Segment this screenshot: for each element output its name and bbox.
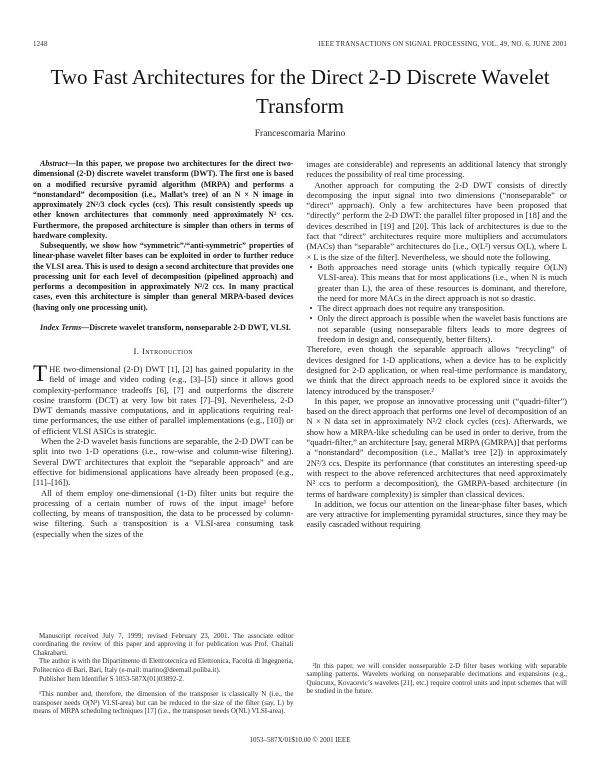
index-terms-label: Index Terms— (40, 322, 90, 332)
footnote-affiliation: The author is with the Dipartimento di Elettrotecnica ed Elettronica, Facoltà di Ingegneria, Politecnico di Bari, Bari, Italy (e-mail: marino@deemail.poliba.it). (33, 657, 294, 675)
abstract-paragraph (33, 159, 294, 241)
intro-text: HE two-dimensional (2-D) DWT [1], [2] has gained popularity in the field of image and video coding (e.g., [3]–[5]) since it allows good complexity-performance tradeoffs [6], [7] and outperforms the discrete cosine transform (DCT) at very low bit rates [7]–[9]. Nevertheless, 2-D DWT demands massive computations, and in applications requiring real-time performances, the use either of parallel implementations (e.g., [10]) or of efficient VLSI ASICs is strategic. (33, 364, 294, 436)
footnote-1: ¹This number and, therefore, the dimension of the transposer is classically N (i.e., the transposer needs O(N²) VLSI-area) but can be reduced to the size of the filter (say, L) by means of MRPA scheduling techniques [17] (i.e., the transposer needs O(NL) VLSI-area). (33, 690, 294, 716)
body-paragraph: Therefore, even though the separable approach allows “recycling” of devices designed for 1-D applications, when a device has to be explicitly designed for 2-D application, or when real-time performance is mandatory, we think that the direct approach needs to be explored since it avoids the latency introduced by the transposer.² (306, 344, 567, 396)
body-paragraph: In this paper, we propose an innovative processing unit (“quadri-filter”) based on the direct approach that performs one level of decomposition of an N × N data set in approximately N²/2 clock cycles (ccs). Afterwards, we show how a MRPA-like scheduling can be used in order to derive, from the “quadri-filter,” an architecture [say, general MRPA (GMRPA)] that performs a “nonstandard” decomposition (i.e., Mallat’s tree [2]) in approximately 2N²/3 ccs. Despite its performance (that constitutes an interesting speed-up with respect to the above referenced architectures that need approximately N² ccs to perform a decomposition), the GMRPA-based architecture (in terms of hardware complexity) is simpler than classical devices. (306, 395, 567, 499)
intro-paragraph (33, 361, 294, 436)
intro-paragraph: All of them employ one-dimensional (1-D) filter units but require the processing of a certain number of rows of the input image¹ before collecting, by means of transposition, the data to be processed by column-wise filtering. Such a transposition is a VLSI-area consuming task (especially when the sizes of the (33, 487, 294, 539)
index-terms-text: Discrete wavelet transform, nonseparable 2-D DWT, VLSI. (89, 322, 291, 332)
copyright-line: 1053–587X/01$10.00 © 2001 IEEE (249, 736, 351, 744)
abstract-text: In this paper, we propose two architectures for the direct two-dimensional (2-D) discrete wavelet transform (DWT). The first one is based on a modified recursive pyramid algorithm (MRPA) and performs a “nonstandard” decomposition (i.e., Mallat’s tree) of an N × N image in approximately 2N²/3 clock cycles (ccs). This result consistently speeds up other known architectures that commonly need approximately N² ccs. Furthermore, the proposed architecture is simpler than others in terms of hardware complexity. (33, 159, 294, 240)
body-paragraph: In addition, we focus our attention on the linear-phase filter bases, which are very attractive for implementing pyramidal structures, since they may be easily cascaded without requiring (306, 498, 567, 530)
footnote-block-right (307, 662, 568, 696)
footnote-publisher-id: Publisher Item Identifier S 1053-587X(01)03892-2. (39, 674, 184, 683)
section-heading-introduction: I. Introduction (133, 346, 194, 356)
right-column (307, 159, 568, 716)
bullet-item: • Only the direct approach is possible when the wavelet basis functions are not separable (using nonseparable filters leads to more degrees of freedom in design and, consequently, better filters). (309, 313, 568, 344)
running-head (33, 40, 567, 48)
drop-cap: T (33, 361, 48, 386)
intro-paragraph: When the 2-D wavelet basis functions are separable, the 2-D DWT can be split into two 1-D operations (i.e., row-wise and column-wise filtering). Several DWT architectures that exploit the “separable approach” and are effective for bidimensional applications have already been proposed (e.g., [11]–[16]). (33, 436, 294, 488)
author-name: Francescomaria Marino (254, 129, 346, 139)
footnote-block-left (33, 632, 294, 716)
bullet-item: • The direct approach does not require any transposition. (309, 303, 568, 313)
abstract-label: Abstract— (40, 159, 76, 168)
abstract-paragraph: Subsequently, we show how “symmetric”/“anti-symmetric” properties of linear-phase wavelet filter bases can be exploited in order to further reduce the VLSI area. This is used to design a second architecture that provides one processing unit for each level of decomposition (pipelined approach) and performs a decomposition in approximately N²/2 ccs. In many practical cases, even this architecture is simpler than general MRPA-based devices (having only one processing unit). (33, 241, 294, 312)
body-paragraph: Another approach for computing the 2-D DWT consists of directly decomposing the input signal into two dimensions (“nonseparable” or “direct” approach). Only a few architectures have been proposed that “directly” perform the 2-D DWT: the parallel filter proposed in [18] and the devices described in [19] and [20]. This lack of architectures is due to the fact that “direct” architectures require more multipliers and accumulators (MACs) than “separable” architectures do [i.e., O(L²) versus O(L), where L × L is the size of the filter]. Nevertheless, we should note the following. (306, 179, 567, 262)
body-paragraph: images are considerable) and represents an additional latency that strongly reduces the possibility of real time processing. (306, 159, 567, 180)
left-column (33, 159, 294, 716)
footnote-manuscript: Manuscript received July 7, 1999; revised February 23, 2001. The associate editor coordinating the review of this paper and approving it for publication was Prof. Chaitali Chakrabarti. (33, 631, 294, 657)
journal-header: IEEE TRANSACTIONS ON SIGNAL PROCESSING, VOL. 49, NO. 6, JUNE 2001 (318, 40, 567, 48)
bullet-item: • Both approaches need storage units (which typically require O(LN) VLSI-area). This means that for most applications (i.e., when N is much greater than L), the area of these resources is dominant, and therefore, the need for more MACs in the direct approach is not so drastic. (309, 262, 568, 303)
paper-title: Two Fast Architectures for the Direct 2-D Discrete Wavelet Transform (50, 65, 550, 118)
footnote-2: ²In this paper, we will consider nonseparable 2-D filter bases working with separable sampling patterns. Wavelets working on nonseparable decimations and expansions (e.g., Quincunx, Kovacevic’s wavelets [21], etc.) require control units and input schemes that will be studied in the future. (306, 661, 567, 696)
two-column-body (33, 159, 567, 716)
bullet-list (309, 262, 568, 344)
page-number: 1248 (33, 40, 48, 48)
index-terms (33, 323, 294, 333)
